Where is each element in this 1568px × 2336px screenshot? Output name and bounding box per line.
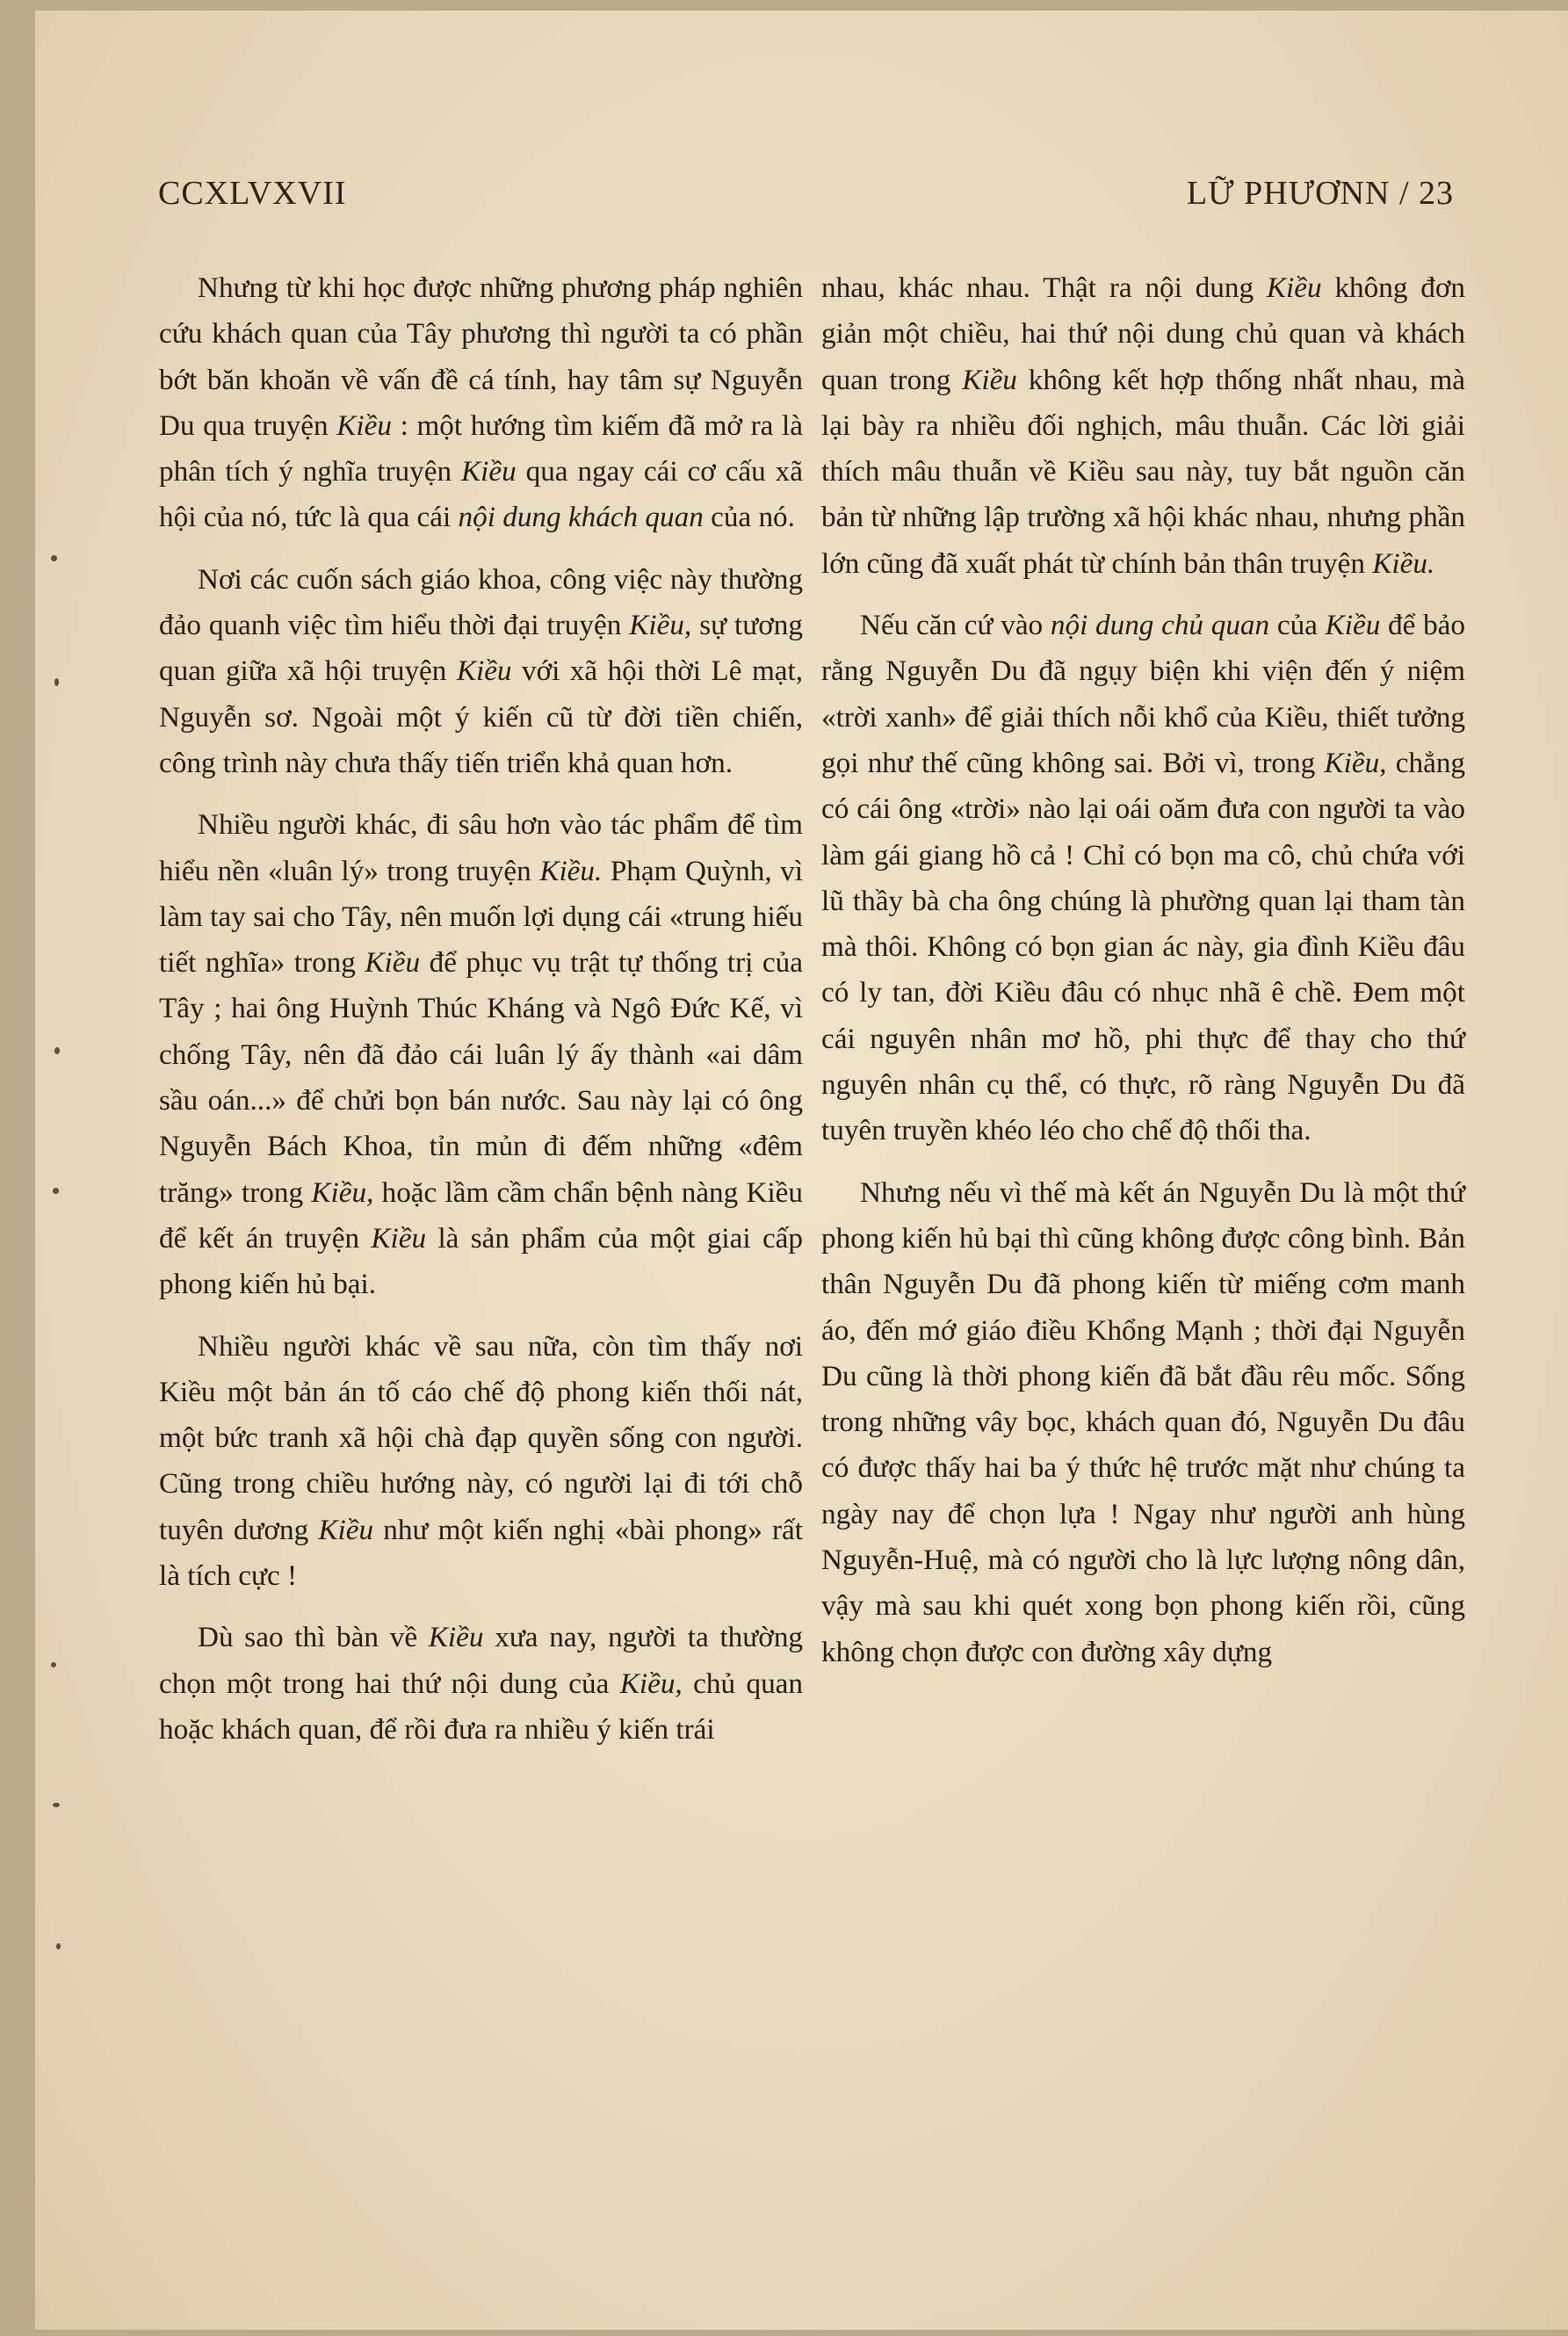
- text-run: Nhưng từ khi học được những phương pháp nghiên cứu khách quan của Tây phương thì người ta có phần bớt băn khoăn về vấn đề cá tính, hay tâm sự Nguyễn Du qua truyện: [159, 271, 803, 442]
- text-run: của nó.: [703, 501, 795, 534]
- italic-title: Kiều: [461, 455, 517, 488]
- paper-speck: [53, 1188, 59, 1194]
- italic-title: Kiều: [1325, 609, 1381, 642]
- paragraph: [821, 265, 1465, 587]
- paragraph: [159, 557, 803, 786]
- header-left-text: CCXLVXVII: [158, 175, 347, 212]
- text-run: là sản phẩm của một giai cấp phong kiến hủ bại.: [159, 1221, 803, 1301]
- text-run: Nơi các cuốn sách giáo khoa, công việc này thường đảo quanh việc tìm hiểu thời đại truyện: [159, 562, 803, 642]
- paragraph: [159, 265, 803, 541]
- text-run: Nhiều người khác về sau nữa, còn tìm thấy nơi Kiều một bản án tố cáo chế độ phong kiến thối nát, một bức tranh xã hội chà đạp quyền sống con người. Cũng trong chiều hướng này, có người lại đi tới chỗ tuyên dương: [159, 1329, 803, 1546]
- document-page: [35, 11, 1568, 2330]
- text-run: Dù sao thì bàn về: [198, 1621, 429, 1654]
- paper-speck: [54, 678, 59, 686]
- text-run: sự tương quan giữa xã hội truyện: [159, 609, 803, 688]
- text-run: của: [1269, 609, 1326, 642]
- text-run: Nhưng nếu vì thế mà kết án Nguyễn Du là một thứ phong kiến hủ bại thì cũng không được công bình. Bản thân Nguyễn Du đã phong kiến từ miếng cơm manh áo, đến mớ giáo điều Khổng Mạnh ; thời đại Nguyễn Du cũng là thời phong kiến đã bắt đầu rêu mốc. Sống trong những vây bọc, khách quan đó, Nguyễn Du đâu có được thấy hai ba ý thức hệ trước mặt như chúng ta ngày nay để chọn lựa ! Ngay như người anh hùng Nguyễn-Huệ, mà có người cho là lực lượng nông dân, vậy mà sau khi quét xong bọn phong kiến rồi, cũng không chọn được con đường xây dựng: [821, 1175, 1465, 1668]
- italic-title: Kiều: [371, 1221, 427, 1255]
- italic-title: Kiều,: [311, 1175, 374, 1209]
- italic-title: Kiều: [456, 655, 512, 688]
- header-right-text: LỮ PHƯƠNN / 23: [1186, 175, 1454, 212]
- text-run: như một kiến nghị «bài phong» rất là tích cực !: [159, 1513, 803, 1593]
- text-run: để bảo rằng Nguyễn Du đã ngụy biện khi viện đến ý niệm «trời xanh» để giải thích nỗi khổ của Kiều, thiết tưởng gọi như thế cũng không sai. Bởi vì, trong: [821, 609, 1465, 779]
- paragraph: [159, 1615, 803, 1753]
- paragraph: [159, 802, 803, 1307]
- paper-speck: [56, 1943, 61, 1949]
- text-run: qua ngay cái cơ cấu xã hội của nó, tức là qua cái: [159, 455, 803, 534]
- text-run: Nhiều người khác, đi sâu hơn vào tác phẩm để tìm hiểu nền «luân lý» trong truyện: [159, 808, 803, 887]
- text-run: chẳng có cái ông «trời» nào lại oái oăm đưa con người ta vào làm gái giang hồ cả ! Chỉ có bọn ma cô, chủ chứa với lũ thầy bà cha ông chúng là phường quan lại tham tàn mà thôi. Không có bọn gian ác này, gia đình Kiều đâu có ly tan, đời Kiều đâu có nhục nhã ê chề. Đem một cái nguyên nhân mơ hồ, phi thực để thay cho thứ nguyên nhân cụ thể, có thực, rõ ràng Nguyễn Du đã tuyên truyền khéo léo cho chế độ thối tha.: [821, 746, 1466, 1147]
- text-run: để phục vụ trật tự thống trị của Tây ; hai ông Huỳnh Thúc Kháng và Ngô Đức Kế, vì chống Tây, nên đã đảo cái luân lý ấy thành «ai dâm sầu oán...» để chửi bọn bán nước. Sau này lại có ông Nguyễn Bách Khoa, tỉn mủn đi đếm những «đêm trăng» trong: [159, 946, 803, 1209]
- text-run: nhau, khác nhau. Thật ra nội dung: [821, 271, 1267, 304]
- italic-title: Kiều.: [539, 854, 603, 887]
- paper-speck: [51, 1662, 56, 1667]
- italic-title: nội dung khách quan: [458, 501, 704, 534]
- text-run: Nếu căn cứ vào: [860, 609, 1051, 642]
- italic-title: Kiều,: [619, 1667, 683, 1700]
- italic-title: nội dung chủ quan: [1050, 609, 1270, 642]
- text-run: xưa nay, người ta thường chọn một trong hai thứ nội dung của: [159, 1621, 804, 1700]
- italic-title: Kiều: [428, 1621, 484, 1654]
- italic-title: Kiều.: [1372, 546, 1435, 580]
- paper-speck: [53, 1803, 60, 1807]
- text-run: hoặc lầm cầm chẩn bệnh nàng Kiều để kết án truyện: [159, 1175, 804, 1255]
- right-text-column: [821, 265, 1465, 1691]
- left-text-column: [159, 265, 803, 1768]
- italic-title: Kiều,: [629, 609, 692, 642]
- text-run: không kết hợp thống nhất nhau, mà lại bày ra nhiều đối nghịch, mâu thuẫn. Các lời giải thích mâu thuẫn về Kiều sau này, tuy bắt nguồn căn bản từ những lập trường xã hội khác nhau, nhưng phần lớn cũng đã xuất phát từ chính bản thân truyện: [821, 363, 1465, 580]
- italic-title: Kiều: [1266, 271, 1322, 304]
- paragraph: [159, 1324, 803, 1600]
- italic-title: Kiều: [365, 946, 421, 980]
- italic-title: Kiều: [336, 409, 392, 442]
- paper-speck: [54, 1047, 60, 1054]
- text-run: : một hướng tìm kiếm đã mở ra là phân tích ý nghĩa truyện: [159, 409, 804, 488]
- italic-title: Kiều: [962, 363, 1017, 396]
- paragraph: [821, 603, 1465, 1154]
- text-run: Phạm Quỳnh, vì làm tay sai cho Tây, nên muốn lợi dụng cái «trung hiếu tiết nghĩa» trong: [159, 854, 803, 980]
- text-run: chủ quan hoặc khách quan, để rồi đưa ra nhiều ý kiến trái: [159, 1667, 803, 1746]
- text-run: không đơn giản một chiều, hai thứ nội dung chủ quan và khách quan trong: [821, 271, 1465, 396]
- paragraph: [821, 1170, 1465, 1675]
- paper-speck: [51, 555, 57, 561]
- page-header: [158, 174, 1454, 227]
- italic-title: Kiều: [318, 1513, 374, 1546]
- text-run: với xã hội thời Lê mạt, Nguyễn sơ. Ngoài một ý kiến cũ từ đời tiền chiến, công trình này chưa thấy tiến triển khả quan hơn.: [159, 655, 804, 779]
- italic-title: Kiều,: [1324, 746, 1387, 779]
